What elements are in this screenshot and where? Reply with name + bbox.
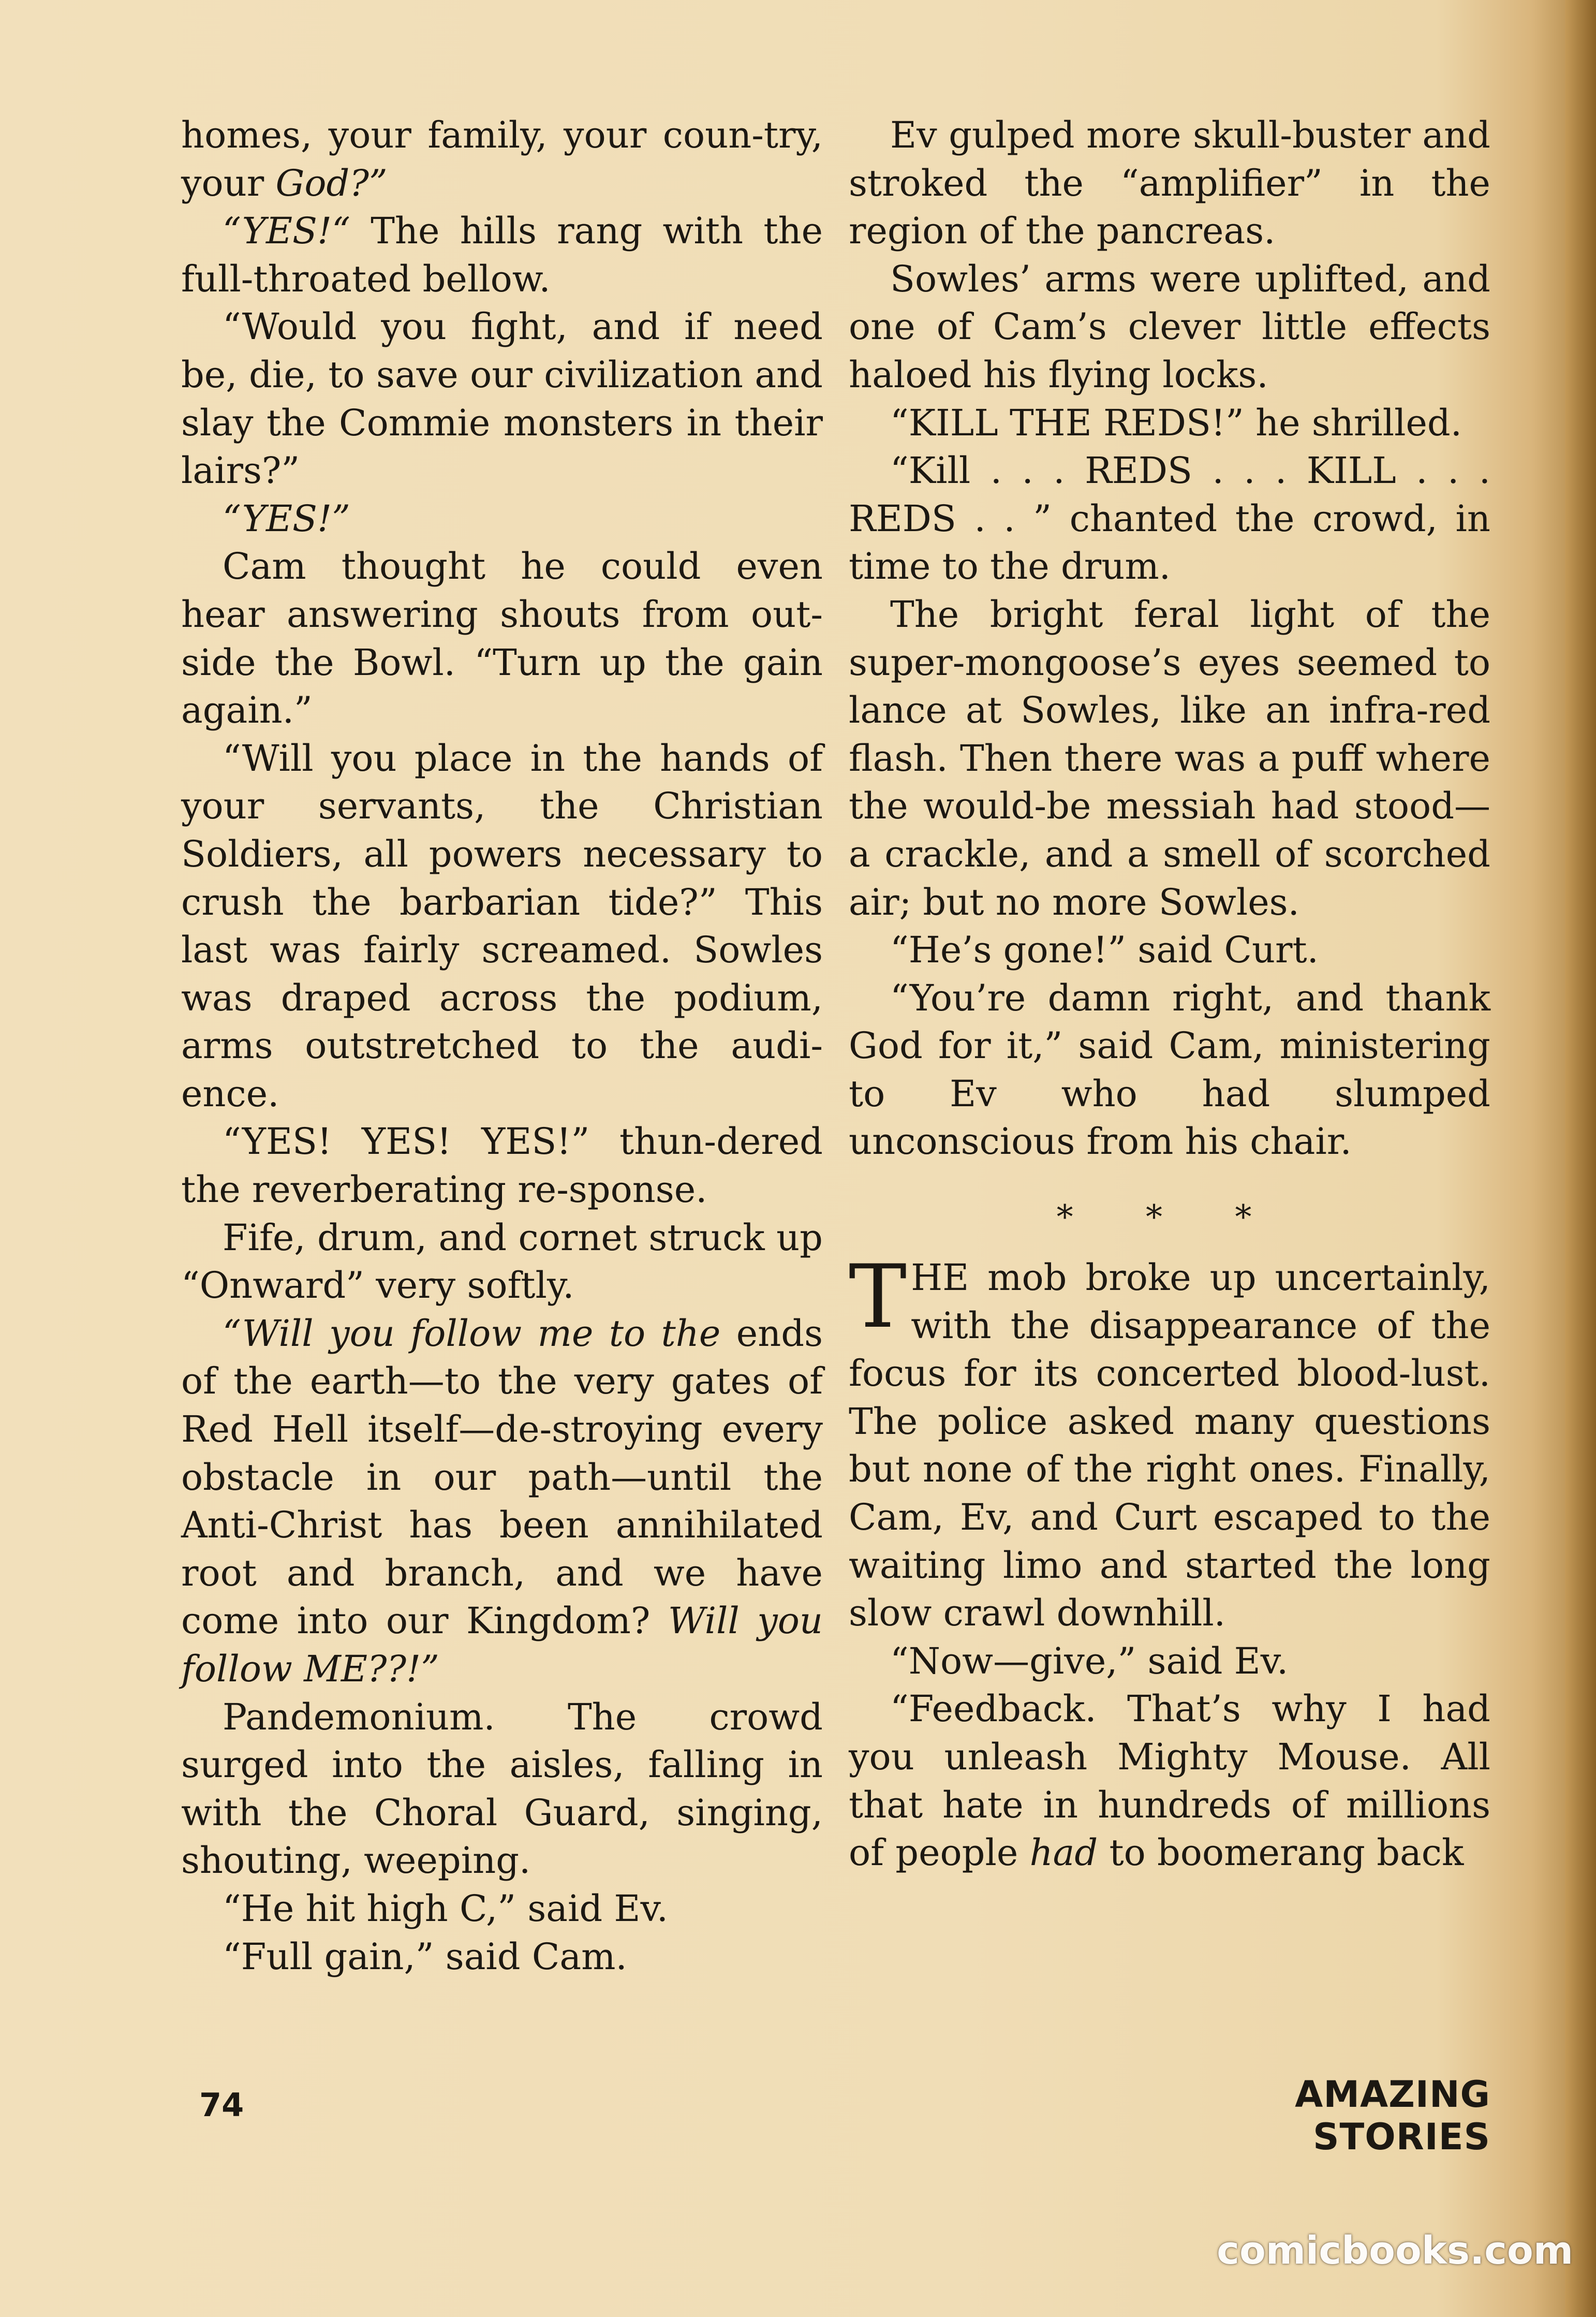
text-run: ends of the earth—to the very gates of Red Hell itself—de-stroying every obstacle in our path—until the Anti-Christ has been annihilated root and branch, and we have come into our Kingdom?	[181, 1312, 823, 1643]
paragraph	[849, 1246, 1490, 1637]
text-run: The hills rang with the full-throated bellow.	[181, 210, 823, 300]
text-run: “You’re damn right, and thank God for it,” said Cam, ministering to Ev who had slumped unconscious from his chair.	[849, 976, 1490, 1163]
paragraph	[849, 399, 1490, 447]
left-text-column	[181, 111, 823, 1981]
paragraph	[181, 735, 823, 1118]
text-run: Pandemonium. The crowd surged into the aisles, falling in with the Choral Guard, singing, shouting, weeping.	[181, 1695, 823, 1882]
paragraph	[181, 1118, 823, 1213]
right-text-column	[849, 111, 1490, 1877]
paragraph	[181, 1310, 823, 1693]
paragraph	[849, 926, 1490, 974]
text-run: homes, your family, your coun-try, your	[181, 114, 823, 204]
text-run: “Feedback. That’s why I had you unleash Mighty Mouse. All that hate in hundreds of millions of people	[849, 1688, 1490, 1874]
paragraph	[181, 1693, 823, 1885]
paragraph	[849, 1685, 1490, 1876]
text-run: “He hit high C,” said Ev.	[223, 1887, 669, 1930]
text-run: “KILL THE REDS!” he shrilled.	[890, 401, 1462, 444]
paragraph	[849, 591, 1490, 926]
paragraph	[181, 542, 823, 734]
paragraph	[849, 255, 1490, 399]
text-run: “Will you place in the hands of your servants, the Christian Soldiers, all powers necessary to crush the barbarian tide?” This last was fairly screamed. Sowles was draped across the podium, arms outstretched to the audi-ence.	[181, 737, 823, 1115]
paragraph	[181, 1885, 823, 1933]
text-run: Fife, drum, and cornet struck up “Onward” very softly.	[181, 1216, 823, 1307]
text-run: Cam thought he could even hear answering shouts from out-side the Bowl. “Turn up the gain again.”	[181, 545, 823, 732]
text-run: to boomerang back	[1098, 1831, 1464, 1874]
text-run: HE mob broke up uncertainly, with the disappearance of the focus for its concerted blood-lust. The police asked many questions but none of the right ones. Finally, Cam, Ev, and Curt escaped to the waiting limo and started the long slow crawl downhill.	[849, 1256, 1490, 1635]
paragraph	[849, 447, 1490, 591]
paragraph	[181, 111, 823, 207]
text-run: The bright feral light of the super-mongoose’s eyes seemed to lance at Sowles, like an infra-red flash. Then there was a puff where the would-be messiah had stood—a crackle, and a smell of scorched air; but no more Sowles.	[849, 593, 1490, 923]
italic-text-run: “YES!”	[223, 497, 350, 540]
paragraph	[181, 495, 823, 543]
paragraph	[849, 111, 1490, 255]
page-number: 74	[199, 2086, 244, 2124]
italic-text-run: God?”	[275, 162, 388, 204]
drop-cap-letter: T	[849, 1246, 907, 1348]
paragraph	[181, 303, 823, 494]
page-spine-edge	[1565, 0, 1596, 2317]
text-run: “YES! YES! YES!” thun-dered the reverberating re-sponse.	[181, 1120, 823, 1211]
text-run: “Now—give,” said Ev.	[890, 1639, 1289, 1682]
watermark: comicbooks.com	[1217, 2228, 1573, 2273]
text-run: Ev gulped more skull-buster and stroked the “amplifier” in the region of the pancreas.	[849, 114, 1490, 253]
text-run: “He’s gone!” said Curt.	[890, 929, 1319, 972]
paragraph	[181, 207, 823, 303]
paragraph	[181, 1933, 823, 1981]
section-break-asterisks: * * *	[1056, 1198, 1283, 1237]
paragraph	[181, 1214, 823, 1310]
text-run: “Would you fight, and if need be, die, to save our civilization and slay the Commie monsters in their lairs?”	[181, 305, 823, 492]
italic-text-run: had	[1029, 1831, 1098, 1874]
italic-text-run: “Will you follow me to the	[223, 1312, 721, 1355]
italic-text-run: Will you follow ME??!”	[181, 1600, 823, 1690]
text-run: Sowles’ arms were uplifted, and one of Cam’s clever little effects haloed his flying locks.	[849, 257, 1490, 396]
text-run: “Full gain,” said Cam.	[223, 1935, 627, 1978]
paragraph	[849, 1637, 1490, 1685]
magazine-title-footer: AMAZING STORIES	[1295, 2073, 1490, 2158]
italic-text-run: “YES!“	[223, 210, 350, 253]
paragraph	[849, 974, 1490, 1166]
text-run: “Kill . . . REDS . . . KILL . . . REDS . . ” chanted the crowd, in time to the drum.	[849, 449, 1490, 588]
